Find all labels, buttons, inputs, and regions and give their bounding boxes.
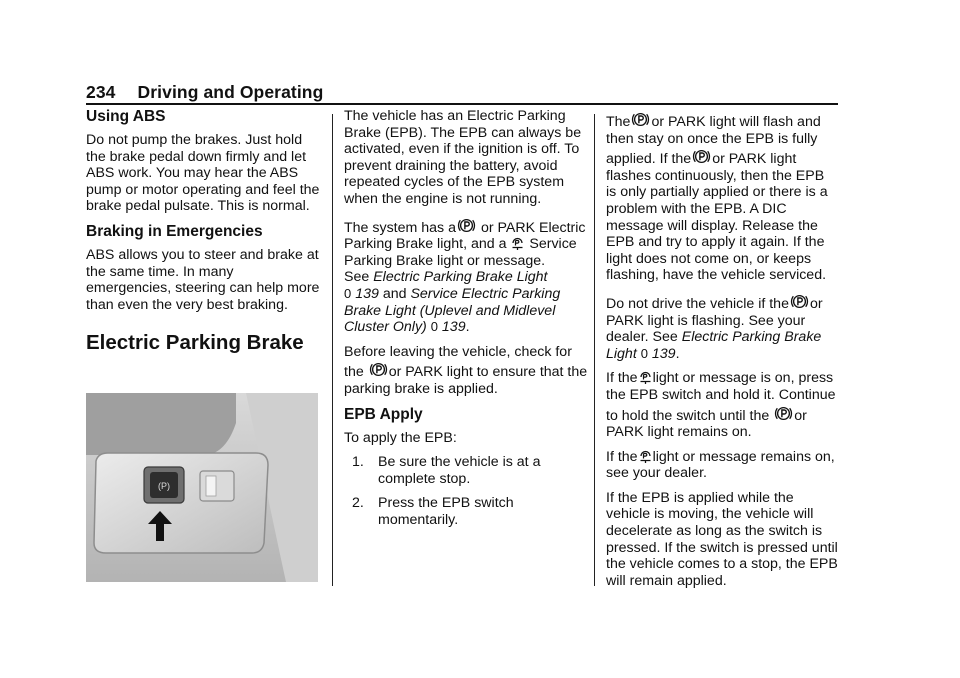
park-brake-icon	[692, 147, 711, 166]
list-item	[344, 454, 590, 487]
step-number: 1.	[352, 454, 364, 471]
heading-using-abs: Using ABS	[86, 108, 166, 125]
service-brake-icon	[511, 236, 524, 251]
paragraph-flash	[606, 110, 838, 284]
text-fragment: Do not drive the vehicle if the	[606, 295, 789, 312]
cross-reference-link[interactable]: Electric Parking Brake Light	[606, 329, 822, 362]
page-reference[interactable]: 139	[355, 285, 379, 302]
column-divider	[594, 114, 595, 586]
switch-symbol: (P)	[158, 481, 170, 491]
text-fragment: If the	[606, 448, 638, 465]
text-fragment: .	[675, 345, 680, 362]
text-fragment: Before leaving the vehicle, check for the	[344, 343, 572, 381]
xref-arrow-icon: 0	[640, 345, 648, 361]
epb-switch-photo	[86, 393, 318, 582]
text-fragment: or PARK Electric Parking Brake light, and a	[344, 219, 586, 253]
text-fragment: or PARK light is flashing. See your dealer. See	[606, 295, 823, 346]
apply-steps-list	[344, 454, 590, 528]
text-fragment: or PARK light will flash and then stay on once the EPB is fully applied. If the	[606, 114, 821, 168]
step-text: Be sure the vehicle is at a complete stop.	[378, 454, 541, 487]
heading-electric-parking-brake: Electric Parking Brake	[86, 331, 304, 355]
list-item	[344, 495, 590, 528]
heading-epb-apply: EPB Apply	[344, 405, 423, 423]
paragraph-emergencies: ABS allows you to steer and brake at the same time. In many emergencies, steering can help more than even the very best braking.	[86, 246, 320, 313]
page-header	[86, 82, 838, 103]
service-brake-icon	[639, 449, 652, 464]
paragraph-service-on	[606, 370, 838, 440]
text-fragment: or PARK light remains on.	[606, 407, 807, 441]
paragraph-do-not-drive	[606, 292, 838, 362]
page-reference[interactable]: 139	[441, 319, 466, 336]
text-fragment: light or message is on, press the EPB switch and hold it. Continue to hold the switch until the	[606, 370, 836, 424]
text-fragment: See	[344, 269, 370, 286]
paragraph-apply-intro: To apply the EPB:	[344, 429, 457, 446]
park-brake-icon	[774, 404, 793, 423]
text-fragment: or PARK light to ensure that the parking brake is applied.	[344, 364, 588, 397]
header-title	[86, 82, 838, 103]
cross-reference-link[interactable]: Service Electric Parking Brake Light (Uplevel and Midlevel Cluster Only)	[344, 285, 561, 336]
text-fragment: .	[465, 319, 470, 336]
text-fragment: The system has a	[344, 219, 456, 236]
paragraph-before-leaving	[344, 344, 590, 398]
xref-arrow-icon: 0	[344, 285, 352, 301]
text-fragment: and	[382, 285, 407, 302]
text-fragment: Service Parking Brake light or message.	[344, 236, 577, 269]
step-number: 2.	[352, 495, 364, 512]
paragraph-system-lights	[344, 216, 590, 336]
park-brake-icon	[457, 216, 476, 235]
park-brake-icon	[790, 292, 809, 311]
header-rule	[86, 103, 838, 105]
paragraph-service-remains	[606, 449, 838, 482]
park-brake-icon	[631, 110, 650, 129]
paragraph-abs: Do not pump the brakes. Just hold the brake pedal down firmly and let ABS work. You may hear the ABS pump or motor operating and feel the brake pedal pulsate. This is normal.	[86, 132, 320, 215]
heading-braking-emergencies: Braking in Emergencies	[86, 222, 263, 240]
section-title: Driving and Operating	[137, 82, 324, 102]
column-middle	[344, 108, 590, 536]
paragraph-while-moving: If the EPB is applied while the vehicle is moving, the vehicle will decelerate as long as the switch is pressed. If the switch is pressed until the vehicle comes to a stop, the EPB will remain applied.	[606, 489, 838, 589]
page-number: 234	[86, 82, 116, 102]
text-fragment: The	[606, 114, 631, 130]
text-fragment: or PARK light flashes continuously, then the EPB is only partially applied or there is a problem with the EPB. A DIC message will display. Release the EPB and try to apply it again. If the light does not come on, or keeps flashing, have the vehicle serviced.	[606, 151, 828, 284]
xref-arrow-icon: 0	[430, 319, 438, 335]
column-right	[606, 110, 838, 597]
step-text: Press the EPB switch momentarily.	[378, 495, 514, 528]
page-reference[interactable]: 139	[651, 345, 676, 362]
cross-reference-link[interactable]: Electric Parking Brake Light	[373, 269, 548, 286]
paragraph-epb-intro: The vehicle has an Electric Parking Brake (EPB). The EPB can always be activated, even if the ignition is off. To prevent draining the battery, avoid repeated cycles of the EPB system when the engine is not running.	[344, 108, 582, 207]
text-fragment: light or message remains on, see your dealer.	[606, 448, 835, 482]
column-divider	[332, 114, 333, 586]
service-brake-icon	[639, 370, 652, 385]
column-left	[86, 106, 322, 371]
park-brake-icon	[369, 360, 388, 379]
text-fragment: If the	[606, 370, 638, 387]
